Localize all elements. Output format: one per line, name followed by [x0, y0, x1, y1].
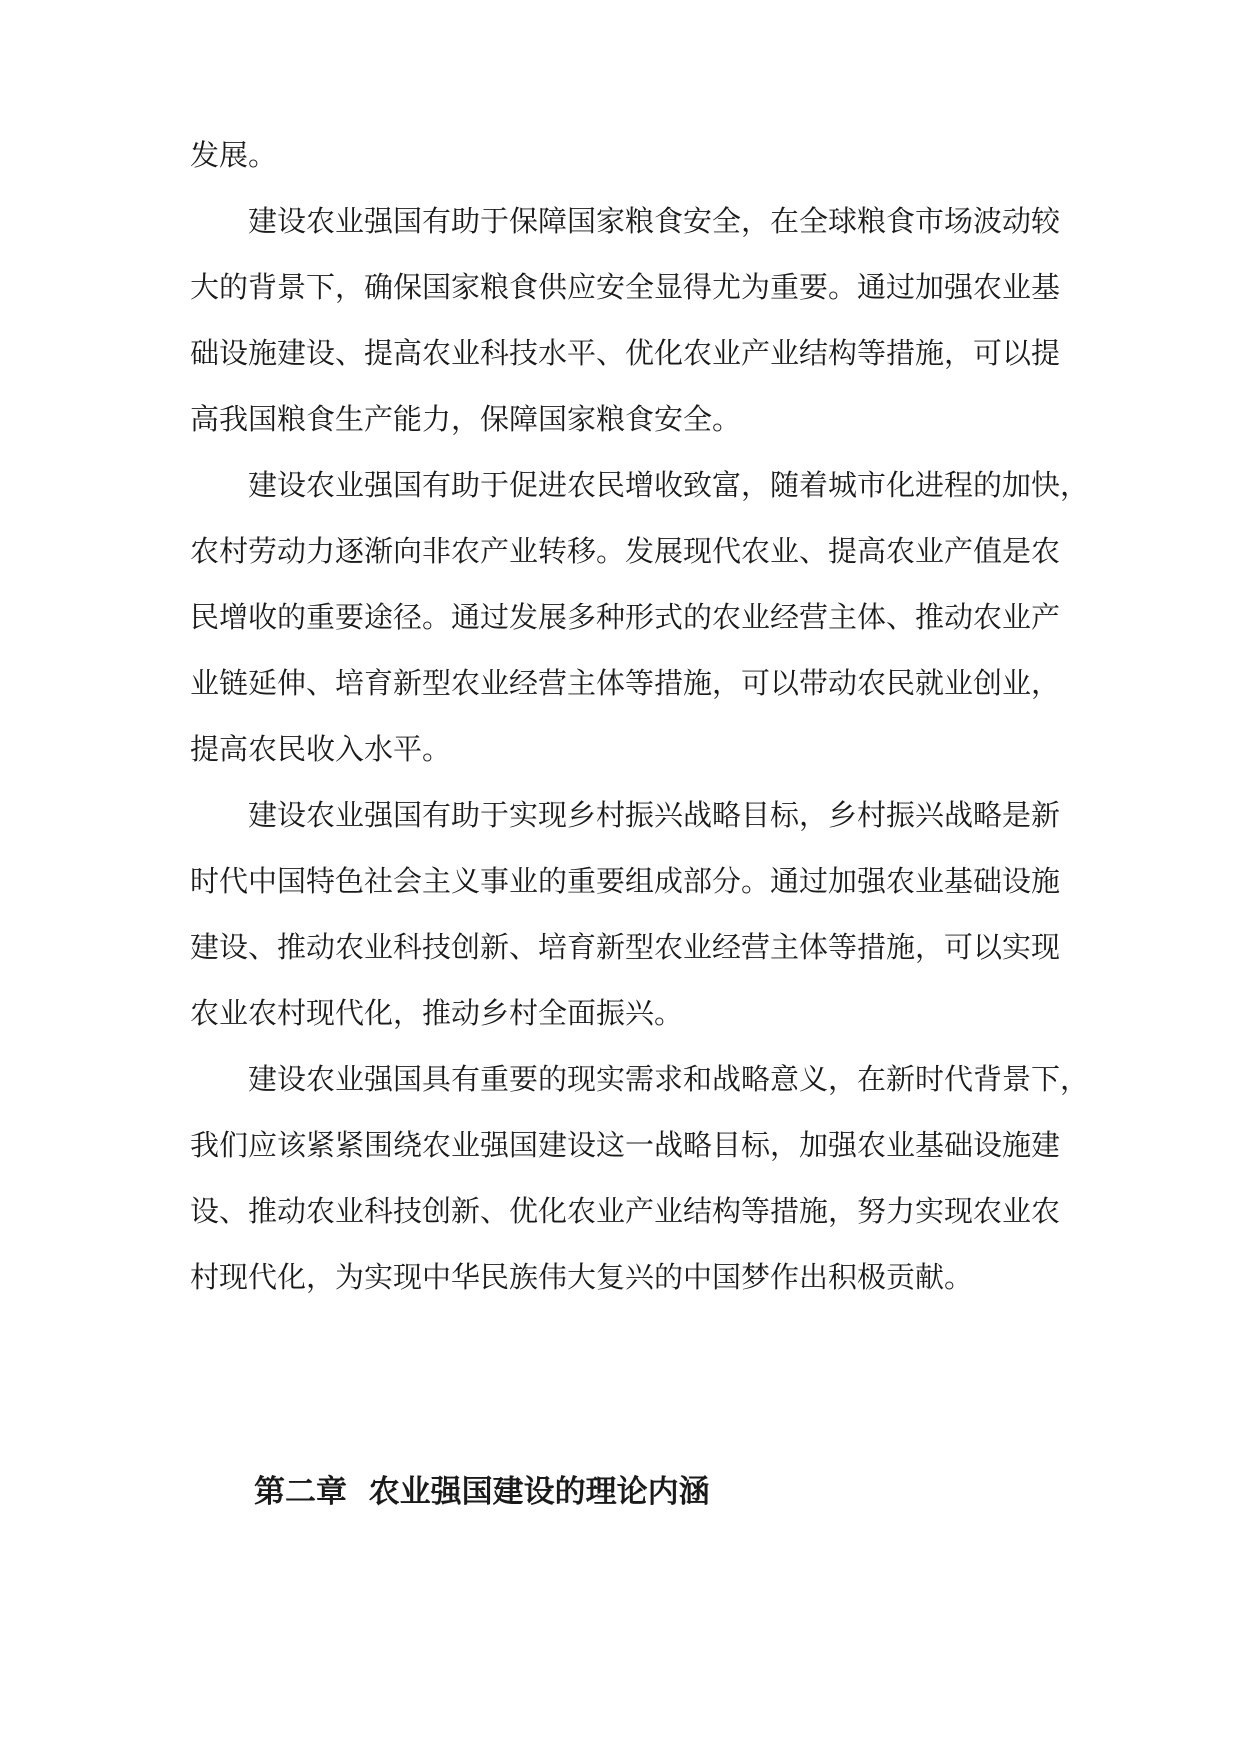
paragraph-line: 提高农民收入水平。	[190, 732, 452, 766]
paragraph-line: 民增收的重要途径。通过发展多种形式的农业经营主体、推动农业产	[190, 600, 1061, 634]
paragraph-line: 建设农业强国有助于实现乡村振兴战略目标，乡村振兴战略是新	[248, 798, 1061, 832]
paragraph-line: 时代中国特色社会主义事业的重要组成部分。通过加强农业基础设施	[190, 864, 1061, 898]
paragraph-line: 大的背景下，确保国家粮食供应安全显得尤为重要。通过加强农业基	[190, 270, 1061, 304]
paragraph-line: 建设农业强国具有重要的现实需求和战略意义，在新时代背景下，	[248, 1062, 1090, 1096]
paragraph-line: 础设施建设、提高农业科技水平、优化农业产业结构等措施，可以提	[190, 336, 1061, 370]
paragraph-line: 业链延伸、培育新型农业经营主体等措施，可以带动农民就业创业，	[190, 666, 1061, 700]
paragraph-line: 农业农村现代化，推动乡村全面振兴。	[190, 996, 684, 1030]
paragraph-line: 建设农业强国有助于保障国家粮食安全，在全球粮食市场波动较	[248, 204, 1061, 238]
paragraph-line: 我们应该紧紧围绕农业强国建设这一战略目标，加强农业基础设施建	[190, 1128, 1061, 1162]
paragraph-line: 建设、推动农业科技创新、培育新型农业经营主体等措施，可以实现	[190, 930, 1061, 964]
paragraph-line: 设、推动农业科技创新、优化农业产业结构等措施，努力实现农业农	[190, 1194, 1061, 1228]
paragraph-line: 村现代化，为实现中华民族伟大复兴的中国梦作出积极贡献。	[190, 1260, 974, 1294]
paragraph-line: 发展。	[190, 138, 278, 172]
paragraph-line: 高我国粮食生产能力，保障国家粮食安全。	[190, 402, 742, 436]
paragraph-line: 农村劳动力逐渐向非农产业转移。发展现代农业、提高农业产值是农	[190, 534, 1061, 568]
chapter-heading: 第二章 农业强国建设的理论内涵	[254, 1474, 710, 1510]
paragraph-line: 建设农业强国有助于促进农民增收致富，随着城市化进程的加快，	[248, 468, 1090, 502]
